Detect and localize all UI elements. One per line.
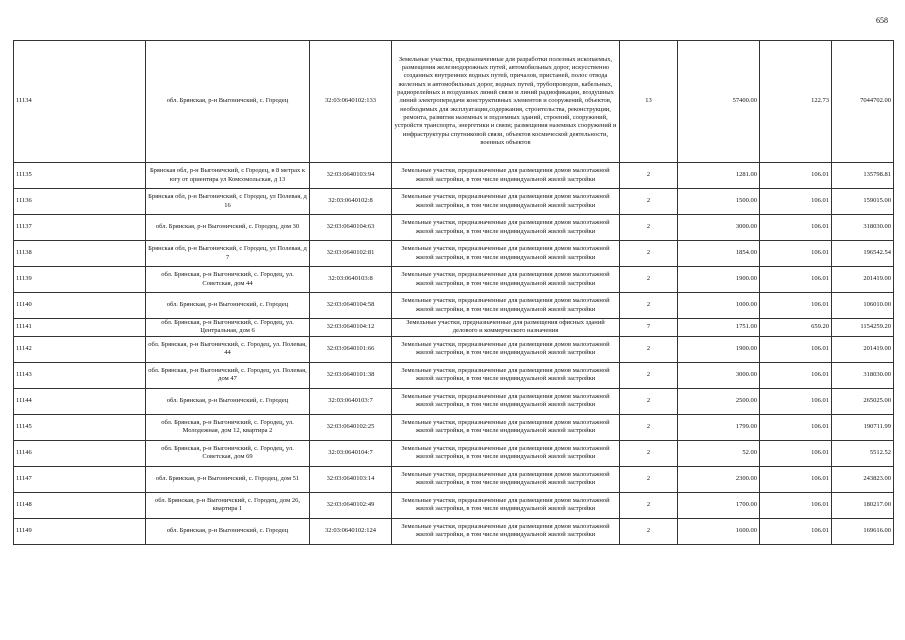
table-row [14, 518, 894, 544]
cadastral-number: 32:03:0640102:49 [310, 492, 392, 518]
area-value: 1000.00 [678, 293, 760, 319]
specific-value: 106.01 [760, 466, 832, 492]
use-group: 2 [620, 267, 678, 293]
specific-value: 106.01 [760, 293, 832, 319]
land-use-description: Земельные участки, предназначенные для размещения домов малоэтажной жилой застройки, в том числе индивидуальной жилой застройки [392, 189, 620, 215]
land-use-description: Земельные участки, предназначенные для разработки полезных ископаемых, размещения железнодорожных путей, автомобильных дорог, искусственно созданных внутренних водных путей, причалов, пристаней, полос отвода железных и автомобильных дорог, водных путей, трубопроводов, кабельных, радиорелейных и воздушных линий связи и линий радиофикации, воздушных линий электропередачи конструктивных элементов и сооружений, объектов, необходимых для эксплуатации,содержания, строительства, реконструкции, ремонта, развития наземных и подземных зданий, строений, сооружений, устройств транспорта, энергетики и связи; размещения наземных сооружений и инфраструктуры спутниковой связи, объектов космической деятельности, военных объектов [392, 41, 620, 163]
cadastral-value: 190711.99 [832, 414, 894, 440]
land-use-description: Земельные участки, предназначенные для размещения домов малоэтажной жилой застройки, в том числе индивидуальной жилой застройки [392, 518, 620, 544]
specific-value: 106.01 [760, 241, 832, 267]
address-cell: обл. Брянская, р-н Выгоничский, с. Городец [146, 518, 310, 544]
cadastral-value: 180217.00 [832, 492, 894, 518]
cadastral-number: 32:03:0640104:63 [310, 215, 392, 241]
use-group: 7 [620, 319, 678, 337]
cadastral-value: 201419.00 [832, 267, 894, 293]
address-cell: Брянская обл, р-н Выгоничский, с Городец, ул Полевая, д 7 [146, 241, 310, 267]
specific-value: 106.01 [760, 163, 832, 189]
area-value: 1854.00 [678, 241, 760, 267]
area-value: 1799.00 [678, 414, 760, 440]
record-number: 11147 [14, 466, 146, 492]
specific-value: 106.01 [760, 388, 832, 414]
area-value: 1700.00 [678, 492, 760, 518]
record-number: 11134 [14, 41, 146, 163]
record-number: 11139 [14, 267, 146, 293]
record-number: 11137 [14, 215, 146, 241]
cadastral-number: 32:03:0640102:124 [310, 518, 392, 544]
address-cell: обл. Брянская, р-н Выгоничский, с. Городец [146, 388, 310, 414]
land-use-description: Земельные участки, предназначенные для размещения домов малоэтажной жилой застройки, в том числе индивидуальной жилой застройки [392, 267, 620, 293]
table-row [14, 319, 894, 337]
use-group: 2 [620, 293, 678, 319]
cadastral-value: 135798.81 [832, 163, 894, 189]
specific-value: 106.01 [760, 267, 832, 293]
area-value: 2500.00 [678, 388, 760, 414]
cadastral-value: 106010.00 [832, 293, 894, 319]
land-use-description: Земельные участки, предназначенные для размещения домов малоэтажной жилой застройки, в том числе индивидуальной жилой застройки [392, 215, 620, 241]
cadastral-value: 318030.00 [832, 215, 894, 241]
land-use-description: Земельные участки, предназначенные для размещения домов малоэтажной жилой застройки, в том числе индивидуальной жилой застройки [392, 388, 620, 414]
cadastral-value: 243823.00 [832, 466, 894, 492]
record-number: 11138 [14, 241, 146, 267]
cadastral-number: 32:03:0640104:58 [310, 293, 392, 319]
table-row [14, 215, 894, 241]
cadastral-number: 32:03:0640101:38 [310, 362, 392, 388]
use-group: 2 [620, 163, 678, 189]
use-group: 2 [620, 362, 678, 388]
address-cell: обл. Брянская, р-н Выгоничский, с. Городец, ул. Советская, дом 44 [146, 267, 310, 293]
land-use-description: Земельные участки, предназначенные для размещения домов малоэтажной жилой застройки, в том числе индивидуальной жилой застройки [392, 163, 620, 189]
address-cell: обл. Брянская, р-н Выгоничский, с. Городец, ул. Полевая, дом 47 [146, 362, 310, 388]
page-number: 658 [876, 16, 888, 25]
area-value: 3000.00 [678, 215, 760, 241]
address-cell: обл. Брянская, р-н Выгоничский, с. Городец, дом 26, квартира 1 [146, 492, 310, 518]
cadastral-number: 32:03:0640103:14 [310, 466, 392, 492]
table-row [14, 293, 894, 319]
record-number: 11135 [14, 163, 146, 189]
cadastral-number: 32:03:0640103:8 [310, 267, 392, 293]
use-group: 2 [620, 492, 678, 518]
use-group: 2 [620, 440, 678, 466]
cadastral-value: 1154259.20 [832, 319, 894, 337]
record-number: 11140 [14, 293, 146, 319]
area-value: 1281.00 [678, 163, 760, 189]
area-value: 1900.00 [678, 267, 760, 293]
address-cell: обл. Брянская, р-н Выгоничский, с. Городец, ул. Полевая, 44 [146, 336, 310, 362]
area-value: 1751.00 [678, 319, 760, 337]
land-use-description: Земельные участки, предназначенные для размещения домов малоэтажной жилой застройки, в том числе индивидуальной жилой застройки [392, 336, 620, 362]
address-cell: обл. Брянская, р-н Выгоничский, с. Городец, ул. Советская, дом 69 [146, 440, 310, 466]
record-number: 11142 [14, 336, 146, 362]
address-cell: обл. Брянская, р-н Выгоничский, с. Городец [146, 41, 310, 163]
table-row [14, 41, 894, 163]
cadastral-number: 32:03:0640103:7 [310, 388, 392, 414]
cadastral-value: 196542.54 [832, 241, 894, 267]
table-row [14, 492, 894, 518]
record-number: 11136 [14, 189, 146, 215]
cadastral-value: 169616.00 [832, 518, 894, 544]
area-value: 1600.00 [678, 518, 760, 544]
cadastral-value: 7044702.00 [832, 41, 894, 163]
specific-value: 106.01 [760, 440, 832, 466]
address-cell: обл. Брянская, р-н Выгоничский, с. Городец, дом 30 [146, 215, 310, 241]
record-number: 11149 [14, 518, 146, 544]
cadastral-value: 5512.52 [832, 440, 894, 466]
land-use-description: Земельные участки, предназначенные для размещения домов малоэтажной жилой застройки, в том числе индивидуальной жилой застройки [392, 492, 620, 518]
area-value: 52.00 [678, 440, 760, 466]
area-value: 1500.00 [678, 189, 760, 215]
specific-value: 106.01 [760, 215, 832, 241]
specific-value: 106.01 [760, 362, 832, 388]
use-group: 2 [620, 518, 678, 544]
address-cell: обл. Брянская, р-н Выгоничский, с. Городец, ул. Центральная, дом 6 [146, 319, 310, 337]
record-number: 11148 [14, 492, 146, 518]
cadastral-value: 318030.00 [832, 362, 894, 388]
cadastral-number: 32:03:0640104:7 [310, 440, 392, 466]
land-use-description: Земельные участки, предназначенные для размещения домов малоэтажной жилой застройки, в том числе индивидуальной жилой застройки [392, 362, 620, 388]
land-registry-table [13, 40, 894, 545]
cadastral-value: 201419.00 [832, 336, 894, 362]
address-cell: обл. Брянская, р-н Выгоничский, с. Городец, дом 51 [146, 466, 310, 492]
cadastral-number: 32:03:0640103:94 [310, 163, 392, 189]
table-row [14, 241, 894, 267]
cadastral-number: 32:03:0640102:81 [310, 241, 392, 267]
land-use-description: Земельные участки, предназначенные для размещения домов малоэтажной жилой застройки, в том числе индивидуальной жилой застройки [392, 414, 620, 440]
table-row [14, 189, 894, 215]
specific-value: 106.01 [760, 189, 832, 215]
table-row [14, 466, 894, 492]
specific-value: 122.73 [760, 41, 832, 163]
address-cell: обл. Брянская, р-н Выгоничский, с. Городец, ул. Молодежная, дом 12, квартира 2 [146, 414, 310, 440]
address-cell: обл. Брянская, р-н Выгоничский, с. Городец [146, 293, 310, 319]
table-row [14, 267, 894, 293]
land-use-description: Земельные участки, предназначенные для размещения офисных зданий делового и коммерческого назначения [392, 319, 620, 337]
table-row [14, 414, 894, 440]
land-use-description: Земельные участки, предназначенные для размещения домов малоэтажной жилой застройки, в том числе индивидуальной жилой застройки [392, 241, 620, 267]
land-use-description: Земельные участки, предназначенные для размещения домов малоэтажной жилой застройки, в том числе индивидуальной жилой застройки [392, 440, 620, 466]
specific-value: 106.01 [760, 336, 832, 362]
table-row [14, 440, 894, 466]
table-row [14, 362, 894, 388]
use-group: 2 [620, 388, 678, 414]
cadastral-number: 32:03:0640102:8 [310, 189, 392, 215]
specific-value: 659.20 [760, 319, 832, 337]
cadastral-number: 32:03:0640101:66 [310, 336, 392, 362]
table-row [14, 163, 894, 189]
table-row [14, 336, 894, 362]
use-group: 2 [620, 414, 678, 440]
area-value: 2300.00 [678, 466, 760, 492]
record-number: 11145 [14, 414, 146, 440]
cadastral-number: 32:03:0640102:25 [310, 414, 392, 440]
use-group: 2 [620, 215, 678, 241]
use-group: 2 [620, 336, 678, 362]
use-group: 2 [620, 466, 678, 492]
specific-value: 106.01 [760, 492, 832, 518]
record-number: 11144 [14, 388, 146, 414]
use-group: 2 [620, 189, 678, 215]
use-group: 2 [620, 241, 678, 267]
record-number: 11146 [14, 440, 146, 466]
table-row [14, 388, 894, 414]
cadastral-value: 265025.00 [832, 388, 894, 414]
record-number: 11143 [14, 362, 146, 388]
cadastral-number: 32:03:0640102:133 [310, 41, 392, 163]
cadastral-value: 159015.00 [832, 189, 894, 215]
address-cell: Брянская обл, р-н Выгоничский, с Городец, ул Полевая, д 16 [146, 189, 310, 215]
address-cell: Брянская обл, р-н Выгоничский, с Городец, в 8 метрах к югу от ориентира ул Комсомольская, д 13 [146, 163, 310, 189]
record-number: 11141 [14, 319, 146, 337]
land-use-description: Земельные участки, предназначенные для размещения домов малоэтажной жилой застройки, в том числе индивидуальной жилой застройки [392, 466, 620, 492]
cadastral-number: 32:03:0640104:12 [310, 319, 392, 337]
table-body [14, 41, 894, 545]
specific-value: 106.01 [760, 518, 832, 544]
area-value: 1900.00 [678, 336, 760, 362]
use-group: 13 [620, 41, 678, 163]
area-value: 57400.00 [678, 41, 760, 163]
area-value: 3000.00 [678, 362, 760, 388]
specific-value: 106.01 [760, 414, 832, 440]
land-use-description: Земельные участки, предназначенные для размещения домов малоэтажной жилой застройки, в том числе индивидуальной жилой застройки [392, 293, 620, 319]
